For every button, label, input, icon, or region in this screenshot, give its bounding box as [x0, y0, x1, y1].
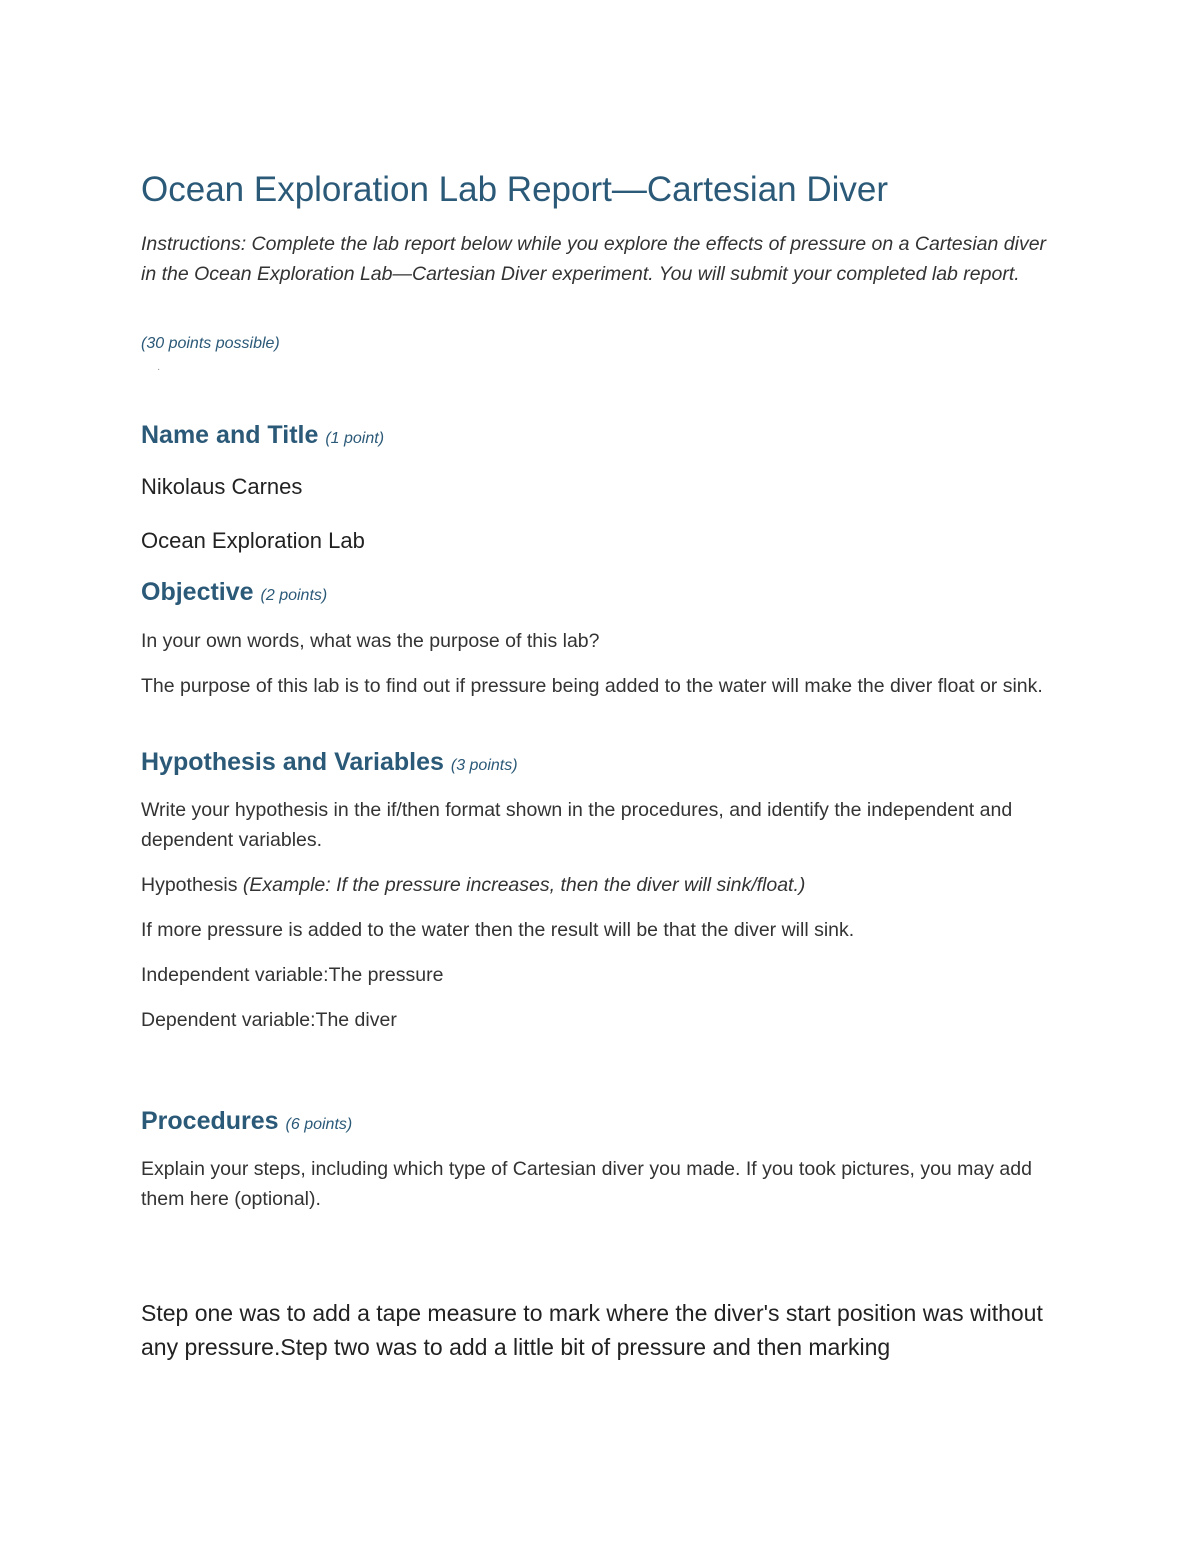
- procedures-prompt: Explain your steps, including which type of Cartesian diver you made. If you took pictures, you may add them here (optional).: [141, 1158, 1032, 1210]
- points-possible: (30 points possible): [141, 335, 280, 352]
- dependent-variable: Dependent variable:The diver: [141, 1009, 397, 1031]
- hypothesis-line: [141, 870, 1061, 900]
- instructions-text: Instructions: Complete the lab report below while you explore the effects of pressure on a Cartesian diver in the Ocean Exploration Lab—Cartesian Diver experiment. You will submit your completed lab report.: [141, 233, 1047, 285]
- procedures-answer: Step one was to add a tape measure to mark where the diver's start position was without any pressure.Step two was to add a little bit of pressure and then marking: [141, 1300, 1043, 1360]
- objective-points: (2 points): [260, 587, 328, 604]
- page-title: Ocean Exploration Lab Report—Cartesian Diver: [141, 170, 889, 209]
- hypothesis-answer: If more pressure is added to the water then the result will be that the diver will sink.: [141, 919, 855, 941]
- hypothesis-heading-text: Hypothesis and Variables: [141, 748, 444, 776]
- name-title-heading: [141, 421, 384, 450]
- lab-title: Ocean Exploration Lab: [141, 528, 365, 553]
- independent-variable: Independent variable:The pressure: [141, 964, 444, 986]
- hypothesis-points: (3 points): [450, 757, 518, 774]
- procedures-heading-text: Procedures: [141, 1107, 279, 1135]
- hypothesis-prompt: Write your hypothesis in the if/then format shown in the procedures, and identify the independent and dependent variables.: [141, 799, 1013, 851]
- objective-heading: [141, 578, 327, 607]
- name-title-heading-text: Name and Title: [141, 421, 319, 449]
- objective-answer: The purpose of this lab is to find out if pressure being added to the water will make the diver float or sink.: [141, 675, 1043, 697]
- student-name: Nikolaus Carnes: [141, 474, 303, 499]
- objective-heading-text: Objective: [141, 578, 254, 606]
- hypothesis-example: (Example: If the pressure increases, then the diver will sink/float.): [242, 874, 806, 896]
- procedures-heading: [141, 1107, 352, 1136]
- hypothesis-label: Hypothesis: [141, 874, 238, 896]
- stray-dot: ·: [157, 364, 161, 375]
- name-title-points: (1 point): [325, 430, 385, 447]
- procedures-points: (6 points): [285, 1116, 353, 1133]
- hypothesis-heading: [141, 748, 518, 777]
- objective-prompt: In your own words, what was the purpose of this lab?: [141, 630, 600, 652]
